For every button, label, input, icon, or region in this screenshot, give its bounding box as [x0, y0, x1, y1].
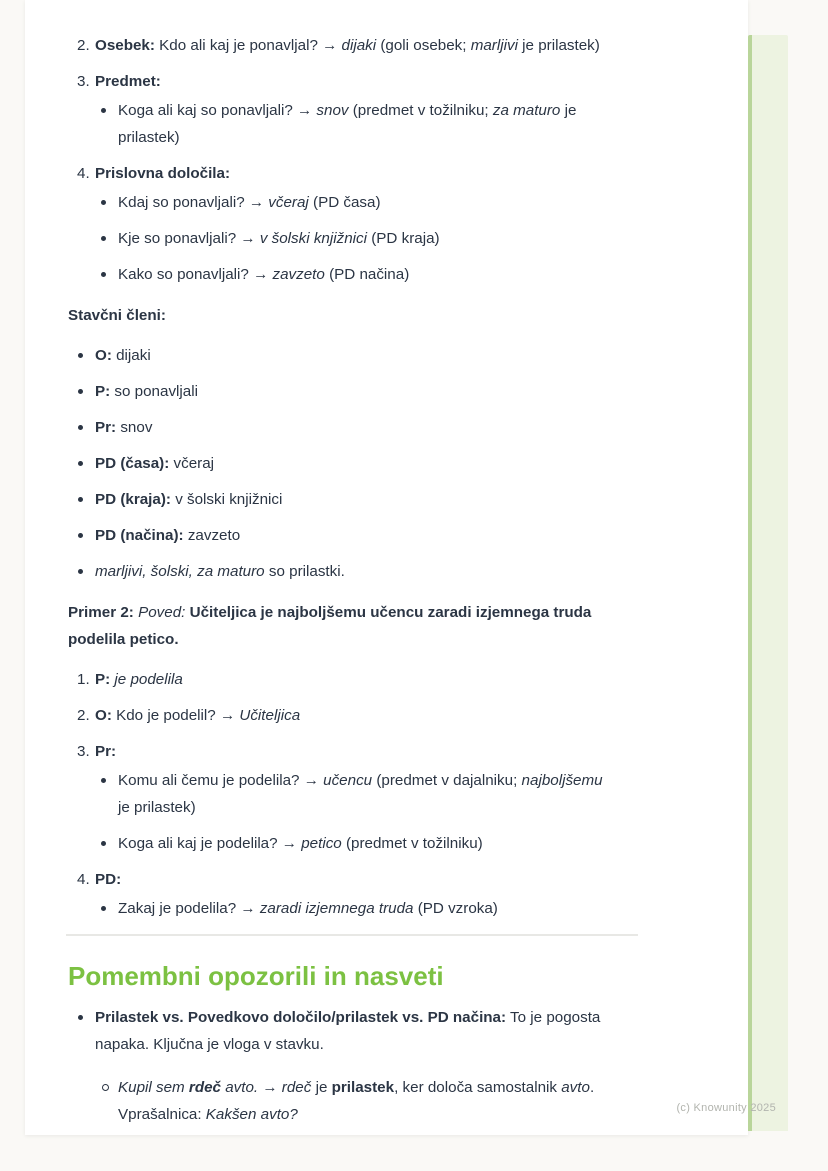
text-run: O:: [95, 347, 112, 364]
text-run: PD (načina):: [95, 527, 184, 544]
list-item-text: [95, 1009, 600, 1053]
list-item: [118, 895, 700, 922]
text-run: prilastek: [331, 1079, 395, 1096]
list-item-text: [95, 707, 300, 724]
list-item: [95, 32, 700, 59]
list-item-text: [118, 266, 409, 283]
ordered-list-primer-2: [68, 666, 700, 922]
list-item: [95, 342, 700, 369]
text-run: dijaki: [111, 347, 151, 364]
text-run: Zakaj je podelila? →: [118, 900, 260, 917]
list-item: [118, 97, 700, 151]
text-run: včeraj: [169, 455, 215, 472]
list-item-text: [95, 871, 121, 888]
text-run: je podelila: [114, 671, 183, 688]
list-item: [95, 450, 700, 477]
sub-list: [95, 767, 700, 857]
text-run: Pr:: [95, 419, 117, 436]
text-run: To je pogosta: [506, 1009, 601, 1026]
list-item: [95, 414, 700, 441]
page-edge-strip: [748, 35, 788, 1131]
watermark: (c) Knowunity 2025: [676, 1102, 776, 1114]
text-run: so prilastki.: [264, 563, 345, 580]
list-item-text: [95, 37, 600, 54]
text-run: Pr:: [95, 743, 117, 760]
text-run: je prilastek): [118, 799, 196, 816]
list-item-text: [118, 900, 498, 917]
text-run: je prilastek): [517, 37, 600, 54]
text-run: Kdo ali kaj je ponavljal? →: [154, 37, 342, 54]
text-run: avto: [561, 1079, 590, 1096]
list-item-text: [95, 455, 214, 472]
paragraph-stavcni-cleni: [68, 302, 700, 329]
list-item: [118, 1074, 700, 1128]
list-item-text: [118, 835, 483, 852]
text-run: Kakšen avto?: [205, 1106, 298, 1123]
text-run: Primer 2:: [68, 604, 134, 621]
list-item-text: [95, 383, 198, 400]
text-run: Koga ali kaj so ponavljali? →: [118, 102, 317, 119]
text-run: napaka. Ključna je vloga v stavku.: [95, 1036, 324, 1053]
list-item-text: [118, 772, 603, 816]
list-item-text: [118, 1079, 594, 1123]
text-run: podelila petico.: [68, 631, 179, 648]
text-run: zavzeto: [183, 527, 241, 544]
text-run: zavzeto: [272, 266, 325, 283]
text-run: P:: [95, 383, 111, 400]
text-run: je: [560, 102, 577, 119]
text-run: (PD načina): [324, 266, 410, 283]
text-run: PD (kraja):: [95, 491, 171, 508]
text-run: (PD vzroka): [413, 900, 498, 917]
document-page: [25, 0, 748, 1135]
bullet-list-warnings: [68, 1004, 700, 1128]
text-run: včeraj: [268, 194, 309, 211]
list-item: [118, 225, 700, 252]
text-run: Kdaj so ponavljali? →: [118, 194, 269, 211]
text-run: →: [258, 1079, 282, 1096]
text-run: .: [589, 1079, 595, 1096]
list-item: [95, 522, 700, 549]
list-item: [95, 738, 700, 857]
list-item-text: [95, 73, 161, 90]
page-content: [25, 0, 748, 1128]
text-run: P:: [95, 671, 111, 688]
text-run: Osebek:: [95, 37, 155, 54]
list-item: [95, 702, 700, 729]
list-item: [95, 378, 700, 405]
list-item: [95, 1004, 700, 1128]
list-item: [118, 261, 700, 288]
text-run: Kdo je podelil? →: [111, 707, 240, 724]
list-item: [95, 68, 700, 151]
text-run: Komu ali čemu je podelila? →: [118, 772, 324, 789]
text-run: v šolski knjižnici: [170, 491, 283, 508]
text-run: prilastek): [118, 129, 180, 146]
section-divider: [66, 934, 638, 936]
list-item-text: [95, 671, 183, 688]
list-item: [95, 666, 700, 693]
list-item: [95, 866, 700, 922]
list-item: [95, 160, 700, 288]
list-item-text: [95, 491, 282, 508]
text-run: PD (časa):: [95, 455, 170, 472]
list-item: [118, 830, 700, 857]
ordered-list-top: [68, 32, 700, 288]
text-run: (PD časa): [308, 194, 381, 211]
text-run: učencu: [323, 772, 373, 789]
text-run: O:: [95, 707, 112, 724]
text-run: najboljšemu: [521, 772, 603, 789]
text-run: so ponavljali: [110, 383, 198, 400]
text-run: marljivi: [470, 37, 518, 54]
text-run: Poved:: [138, 604, 186, 621]
text-run: snov: [316, 102, 349, 119]
text-run: Predmet:: [95, 73, 161, 90]
list-item-text: [118, 102, 576, 146]
list-item-text: [95, 347, 151, 364]
text-run: , ker določa samostalnik: [394, 1079, 562, 1096]
text-run: Kako so ponavljali? →: [118, 266, 273, 283]
text-run: marljivi, šolski, za maturo: [95, 563, 265, 580]
text-run: Kupil sem: [118, 1079, 189, 1096]
text-run: je: [311, 1079, 332, 1096]
list-item-text: [118, 194, 381, 211]
text-run: rdeč: [281, 1079, 312, 1096]
text-run: Kje so ponavljali? →: [118, 230, 260, 247]
text-run: (PD kraja): [367, 230, 440, 247]
text-run: snov: [116, 419, 153, 436]
text-run: rdeč: [188, 1079, 221, 1096]
bullet-list-stavcni-cleni: [68, 342, 700, 585]
list-item: [118, 189, 700, 216]
sub-list: [95, 189, 700, 288]
list-item-text: [95, 527, 240, 544]
text-run: Koga ali kaj je podelila? →: [118, 835, 302, 852]
text-run: Učiteljica: [239, 707, 301, 724]
text-run: dijaki: [341, 37, 377, 54]
list-item: [95, 486, 700, 513]
text-run: (predmet v tožilniku;: [348, 102, 493, 119]
text-run: petico: [301, 835, 342, 852]
text-run: (predmet v tožilniku): [341, 835, 483, 852]
text-run: za maturo: [492, 102, 561, 119]
text-run: zaradi izjemnega truda: [259, 900, 414, 917]
paragraph-primer-2: [68, 599, 700, 653]
text-run: Učiteljica je najboljšemu učencu zaradi izjemnega truda: [189, 604, 592, 621]
text-run: Vprašalnica:: [118, 1106, 206, 1123]
sub-list: [95, 895, 700, 922]
list-item-text: [95, 563, 345, 580]
sub-list: [95, 97, 700, 151]
list-item: [118, 767, 700, 821]
list-item-text: [95, 743, 116, 760]
text-run: Prislovna določila:: [95, 165, 231, 182]
list-item-text: [95, 165, 230, 182]
text-run: Stavčni členi:: [68, 307, 166, 324]
text-run: (goli osebek;: [376, 37, 471, 54]
text-run: (predmet v dajalniku;: [372, 772, 522, 789]
list-item-text: [118, 230, 440, 247]
text-run: Prilastek vs. Povedkovo določilo/prilastek vs. PD načina:: [95, 1009, 507, 1026]
list-item: [95, 558, 700, 585]
section-heading: Pomembni opozorili in nasveti: [68, 961, 444, 991]
text-run: avto.: [221, 1079, 259, 1096]
sub-list: [95, 1074, 700, 1128]
text-run: v šolski knjižnici: [259, 230, 368, 247]
list-item-text: [95, 419, 152, 436]
text-run: PD:: [95, 871, 122, 888]
